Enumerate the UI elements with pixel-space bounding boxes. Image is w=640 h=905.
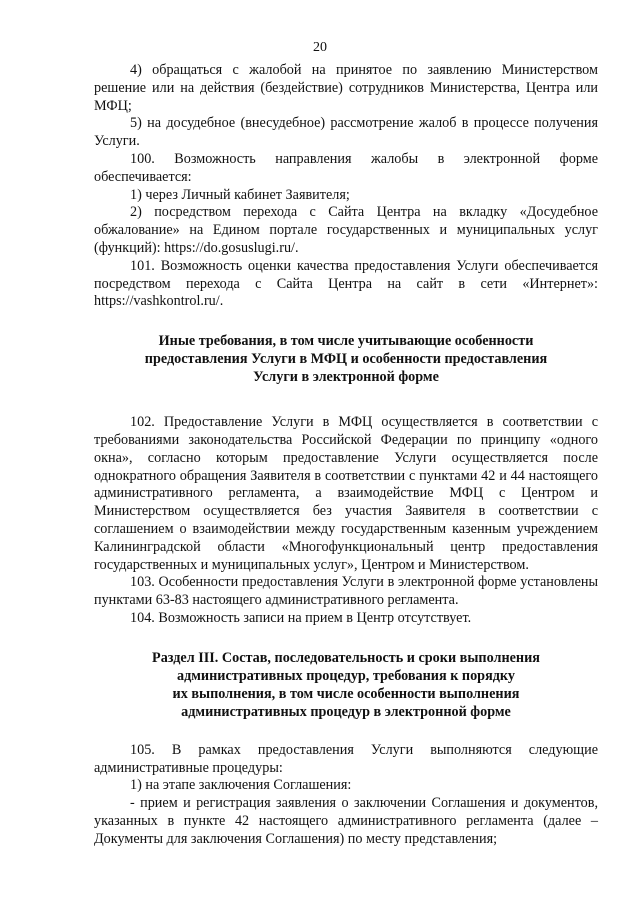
heading-1-line-3: Услуги в электронной форме [253,369,439,386]
paragraph-101: 101. Возможность оценки качества предоставления Услуги обеспечивается посредством перехода с Сайта Центра на сайт в сети «Интернет»: https://vashkontrol.ru/. [94,257,598,310]
item-1-agreement-stage: 1) на этапе заключения Соглашения: [130,777,352,794]
paragraph-100: 100. Возможность направления жалобы в электронной форме обеспечивается: [94,150,598,185]
item-reception-registration: - прием и регистрация заявления о заключении Соглашения и документов, указанных в пункте 42 настоящего административного регламента (далее – Документы для заключения Соглашения) по месту представления; [94,795,598,847]
document-body [94,62,598,849]
heading-2-line-1: Раздел III. Состав, последовательность и сроки выполнения [152,649,540,666]
item-5-pretrial: 5) на досудебное (внесудебное) рассмотрение жалоб в процессе получения Услуги. [94,115,598,150]
heading-2-line-3: их выполнения, в том числе особенности выполнения [172,685,520,702]
heading-2-line-4: административных процедур в электронной форме [181,703,511,720]
paragraph-105: 105. В рамках предоставления Услуги выполняются следующие административные процедуры: [94,741,598,776]
item-1-personal-cabinet: 1) через Личный кабинет Заявителя; [130,186,350,203]
heading-1-line-2: предоставления Услуги в МФЦ и особенности предоставления [144,351,548,368]
item-2-portal: 2) посредством перехода с Сайта Центра на вкладку «Досудебное обжалование» на Едином портале государственных и муниципальных услуг (функций): https://do.gosuslugi.ru/. [94,204,598,256]
section-heading-other-requirements [94,332,598,386]
heading-1-line-1: Иные требования, в том числе учитывающие особенности [158,333,534,350]
item-4-complaint: 4) обращаться с жалобой на принятое по заявлению Министерством решение или на действия (бездействие) сотрудников Министерства, Центра или МФЦ; [94,62,598,114]
page-number: 20 [313,40,327,55]
paragraph-103: 103. Особенности предоставления Услуги в электронной форме установлены пунктами 63-83 настоящего административного регламента. [94,574,598,609]
paragraph-102: 102. Предоставление Услуги в МФЦ осуществляется в соответствии с требованиями законодательства Российской Федерации по принципу «одного окна», согласно которым предоставление Услуги осуществляется после однократного обращения Заявителя в соответствии с пунктами 42 и 44 настоящего административного регламента, а взаимодействие МФЦ с Центром и Министерством осуществляется без участия Заявителя в соответствии с соглашением о взаимодействии между государственным казенным учреждением Калининградской области «Многофункциональный центр предоставления государственных и муниципальных услуг», Центром и Министерством. [94,414,598,573]
section-heading-part-3 [94,649,598,721]
heading-2-line-2: административных процедур, требования к порядку [176,667,515,684]
paragraph-104: 104. Возможность записи на прием в Центр отсутствует. [130,609,472,626]
